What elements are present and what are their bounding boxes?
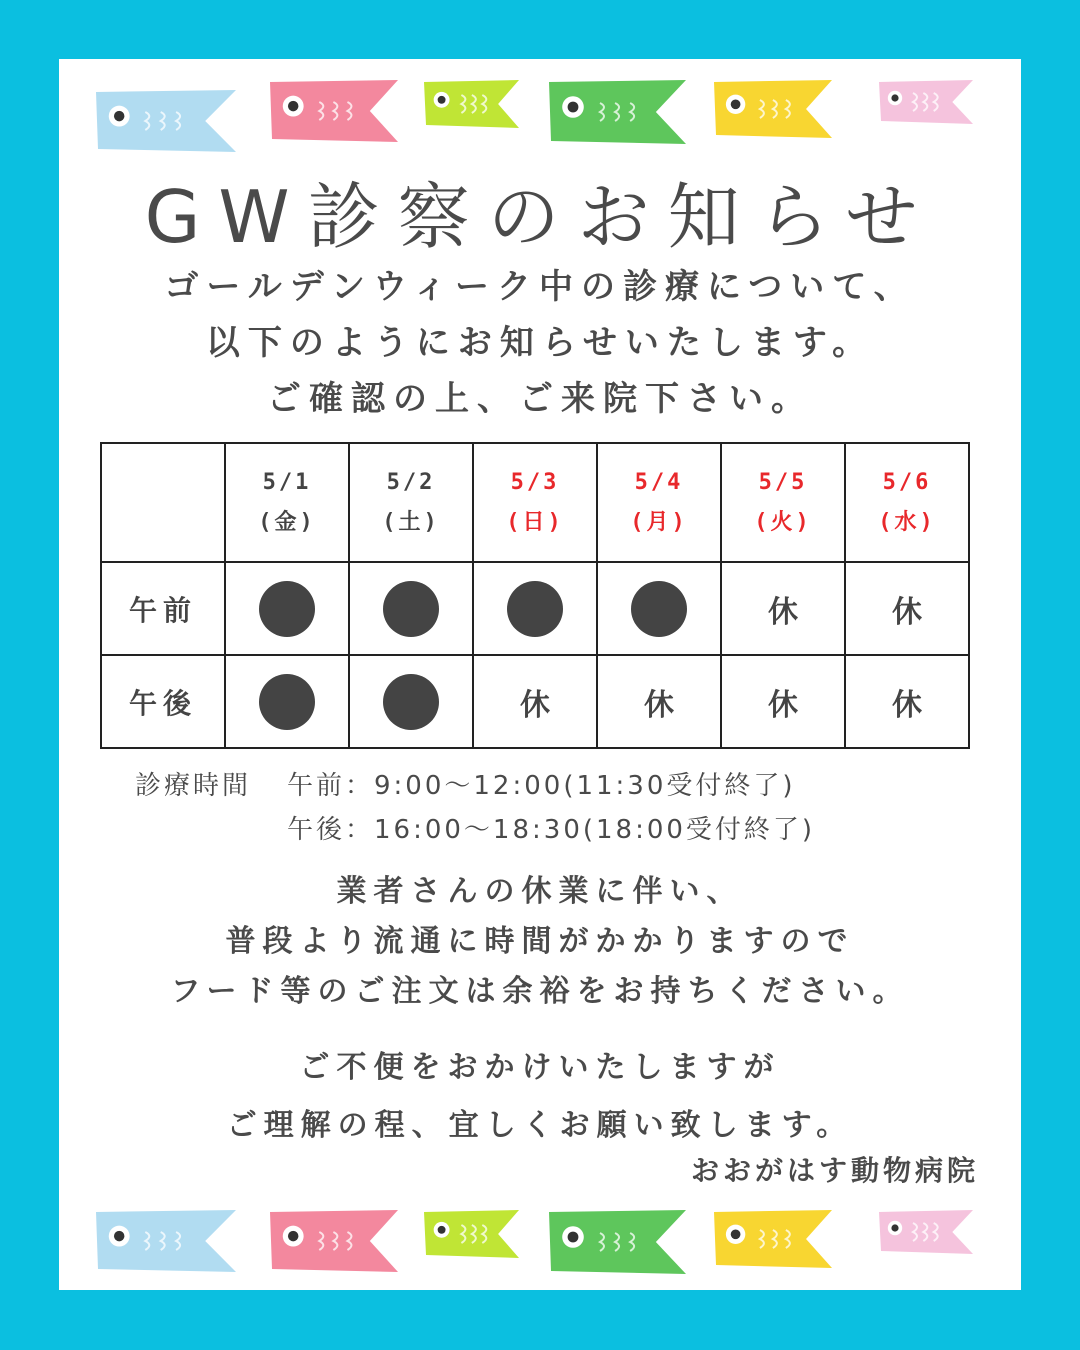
intro-line: 以下のようにお知らせいたします。 [205,323,875,363]
page-title: GW診察のお知らせ [144,175,936,259]
notice-line: 普段より流通に時間がかかりますので [225,924,855,959]
closed-label: 休 [644,687,674,723]
date-label: 5/6 [882,469,932,495]
date-label: 5/1 [262,469,312,495]
schedule-table [100,442,970,749]
notice-line: ご理解の程、宜しくお願い致します。 [226,1108,854,1143]
closed-cell [845,655,969,748]
closed-cell [597,655,721,748]
open-marker-icon [259,581,315,637]
date-header-cell [845,443,969,562]
koinobori-icon [96,87,236,155]
date-label: 5/4 [634,469,684,495]
closed-label: 休 [520,687,550,723]
intro-line: ゴールデンウィーク中の診療について、 [164,267,916,307]
open-marker-icon [259,674,315,730]
notice-card [59,59,1021,1290]
weekday-label: (土) [382,509,440,535]
koinobori-icon [549,1207,686,1277]
session-label: 午前 [101,562,225,655]
weekday-label: (月) [630,509,688,535]
open-cell [349,562,473,655]
open-cell [225,562,349,655]
koinobori-row-bottom [59,1199,1021,1279]
date-header-cell [473,443,597,562]
closed-cell [721,562,845,655]
session-label: 午後 [101,655,225,748]
koinobori-icon [714,1207,832,1271]
closed-label: 休 [768,687,798,723]
weekday-label: (日) [506,509,564,535]
koinobori-icon [270,1207,398,1275]
notice-line: 業者さんの休業に伴い、 [336,874,744,909]
open-marker-icon [507,581,563,637]
koinobori-icon [270,77,398,145]
hours-morning: 午前：9:00〜12:00(11:30受付終了) [287,771,796,801]
weekday-label: (火) [754,509,812,535]
closed-label: 休 [768,594,798,630]
koinobori-icon [879,1207,973,1257]
clinic-hours [135,764,815,852]
hours-label: 診療時間 [135,771,252,801]
date-header-cell [225,443,349,562]
hours-afternoon: 午後：16:00〜18:30(18:00受付終了) [287,815,816,845]
open-cell [597,562,721,655]
closed-cell [845,562,969,655]
schedule-row-morning [101,562,969,655]
open-cell [225,655,349,748]
date-header-cell [597,443,721,562]
closed-label: 休 [892,687,922,723]
koinobori-icon [424,77,519,131]
intro-line: ご確認の上、ご来院下さい。 [267,379,813,419]
intro-text [59,259,1021,427]
apology-notice [59,1039,1021,1155]
hours-line-afternoon [135,808,815,852]
koinobori-icon [714,77,832,141]
date-label: 5/3 [510,469,560,495]
closed-cell [473,655,597,748]
corner-cell [101,443,225,562]
notice-line: フード等のご注文は余裕をお持ちください。 [170,974,910,1009]
open-cell [349,655,473,748]
koinobori-icon [424,1207,519,1261]
notice-line: ご不便をおかけいたしますが [299,1050,781,1085]
weekday-label: (水) [878,509,936,535]
hours-line-morning [135,764,815,808]
date-label: 5/5 [758,469,808,495]
open-cell [473,562,597,655]
clinic-name: おおがはす動物病院 [690,1154,979,1187]
date-header-cell [721,443,845,562]
koinobori-icon [879,77,973,127]
date-label: 5/2 [386,469,436,495]
koinobori-icon [549,77,686,147]
schedule-header-row [101,443,969,562]
supplier-notice [59,867,1021,1017]
open-marker-icon [383,581,439,637]
closed-label: 休 [892,594,922,630]
weekday-label: (金) [258,509,316,535]
schedule-row-afternoon [101,655,969,748]
open-marker-icon [631,581,687,637]
closed-cell [721,655,845,748]
koinobori-icon [96,1207,236,1275]
date-header-cell [349,443,473,562]
koinobori-row-top [59,67,1021,147]
open-marker-icon [383,674,439,730]
